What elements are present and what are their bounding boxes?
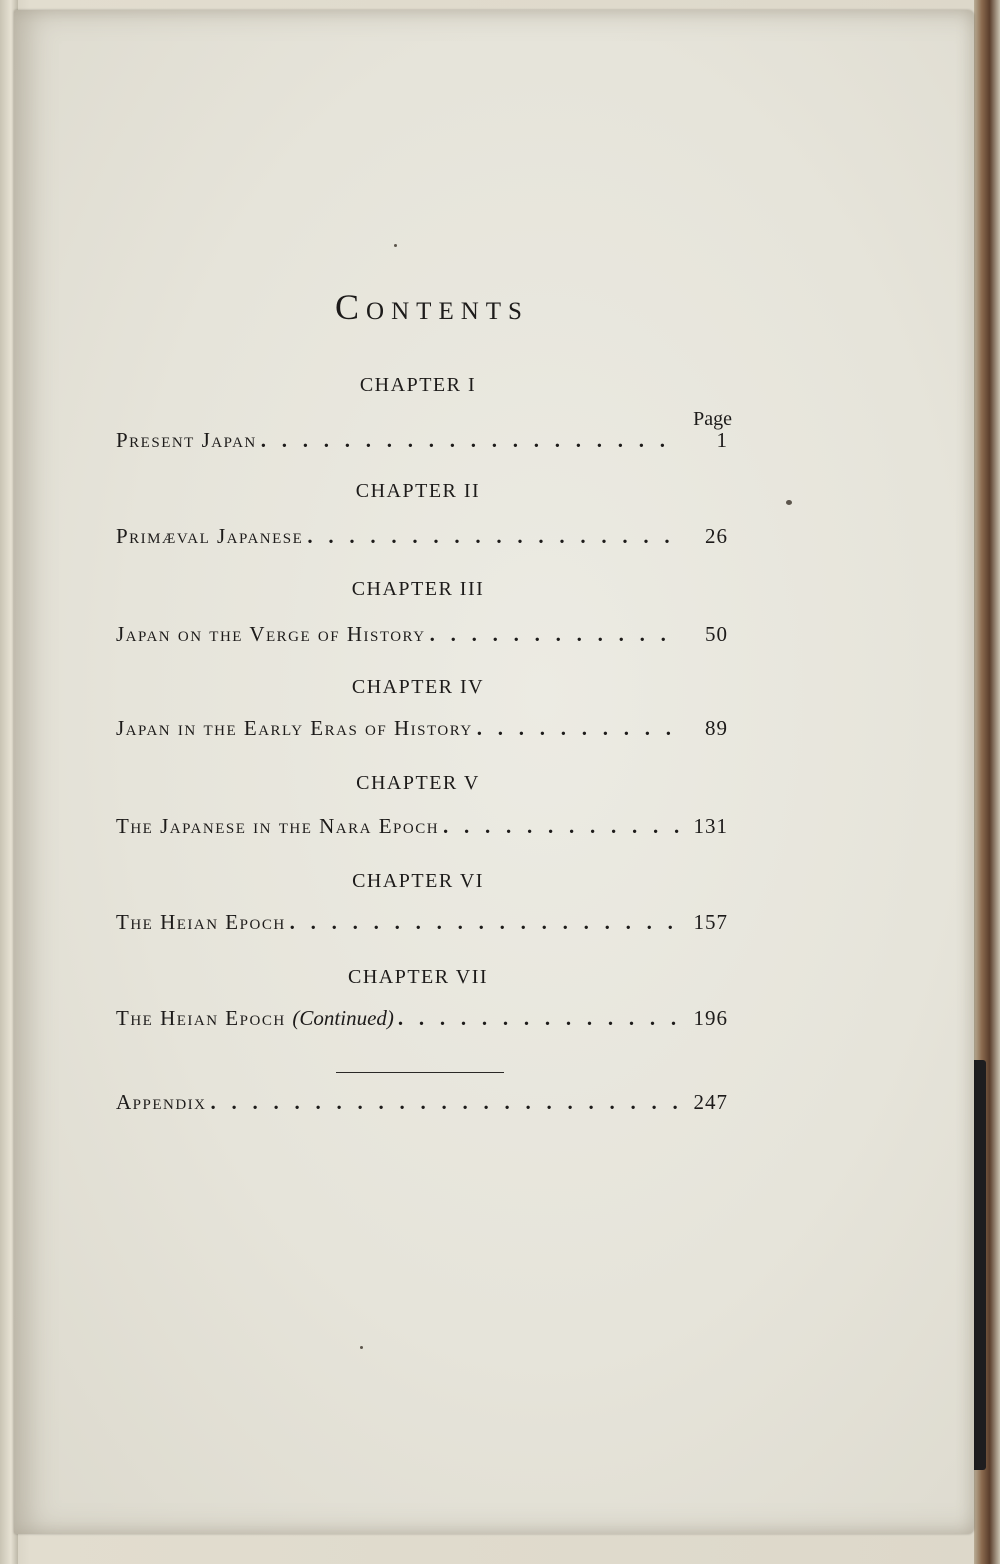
- entry-page-number: 1: [716, 428, 728, 452]
- entry-title-text: The Heian Epoch: [116, 1006, 286, 1030]
- dot-leader: [430, 622, 680, 647]
- paper-speck: [360, 1346, 363, 1349]
- toc-entry[interactable]: [116, 910, 728, 935]
- entry-page-number: 131: [693, 814, 728, 838]
- entry-title-note: (Continued): [292, 1006, 394, 1030]
- dot-leader: [261, 428, 680, 453]
- chapter-heading: CHAPTER III: [351, 578, 485, 600]
- chapter-heading: CHAPTER IV: [351, 676, 485, 698]
- section-divider: [336, 1072, 504, 1073]
- entry-title: Present Japan: [116, 428, 257, 452]
- toc-entry[interactable]: [116, 716, 728, 741]
- entry-title: The Heian Epoch: [116, 910, 286, 934]
- toc-entry[interactable]: [116, 524, 728, 549]
- entry-page-number: 247: [693, 1090, 728, 1114]
- paper-speck: [394, 244, 397, 247]
- contents-page: [14, 10, 974, 1534]
- chapter-heading: CHAPTER VII: [347, 966, 489, 988]
- dot-leader: [398, 1006, 680, 1031]
- toc-entry[interactable]: [116, 622, 728, 647]
- entry-page-number: 50: [705, 622, 728, 646]
- toc-entry[interactable]: [116, 428, 728, 453]
- page-column-heading: Page: [693, 408, 732, 430]
- chapter-heading: CHAPTER V: [356, 772, 480, 794]
- chapter-heading: CHAPTER II: [355, 480, 481, 502]
- entry-title: [116, 1006, 398, 1031]
- entry-page-number: 89: [705, 716, 728, 740]
- dot-leader: [307, 524, 680, 549]
- entry-title: Japan on the Verge of History: [116, 622, 426, 646]
- entry-page-number: 157: [693, 910, 728, 934]
- dot-leader: [443, 814, 680, 839]
- dot-leader: [477, 716, 680, 741]
- toc-entry-appendix[interactable]: [116, 1090, 728, 1115]
- dot-leader: [290, 910, 680, 935]
- entry-title: The Japanese in the Nara Epoch: [116, 814, 440, 838]
- page-title: Contents: [335, 287, 529, 327]
- paper-speck: [786, 500, 792, 505]
- entry-title: Appendix: [116, 1090, 207, 1114]
- chapter-heading: CHAPTER VI: [352, 870, 484, 892]
- entry-title: Primæval Japanese: [116, 524, 304, 548]
- chapter-heading: CHAPTER I: [359, 374, 477, 396]
- entry-page-number: 26: [705, 524, 728, 548]
- entry-title: Japan in the Early Eras of History: [116, 716, 473, 740]
- entry-page-number: 196: [693, 1006, 728, 1030]
- dot-leader: [211, 1090, 680, 1115]
- toc-entry[interactable]: [116, 1006, 728, 1031]
- toc-entry[interactable]: [116, 814, 728, 839]
